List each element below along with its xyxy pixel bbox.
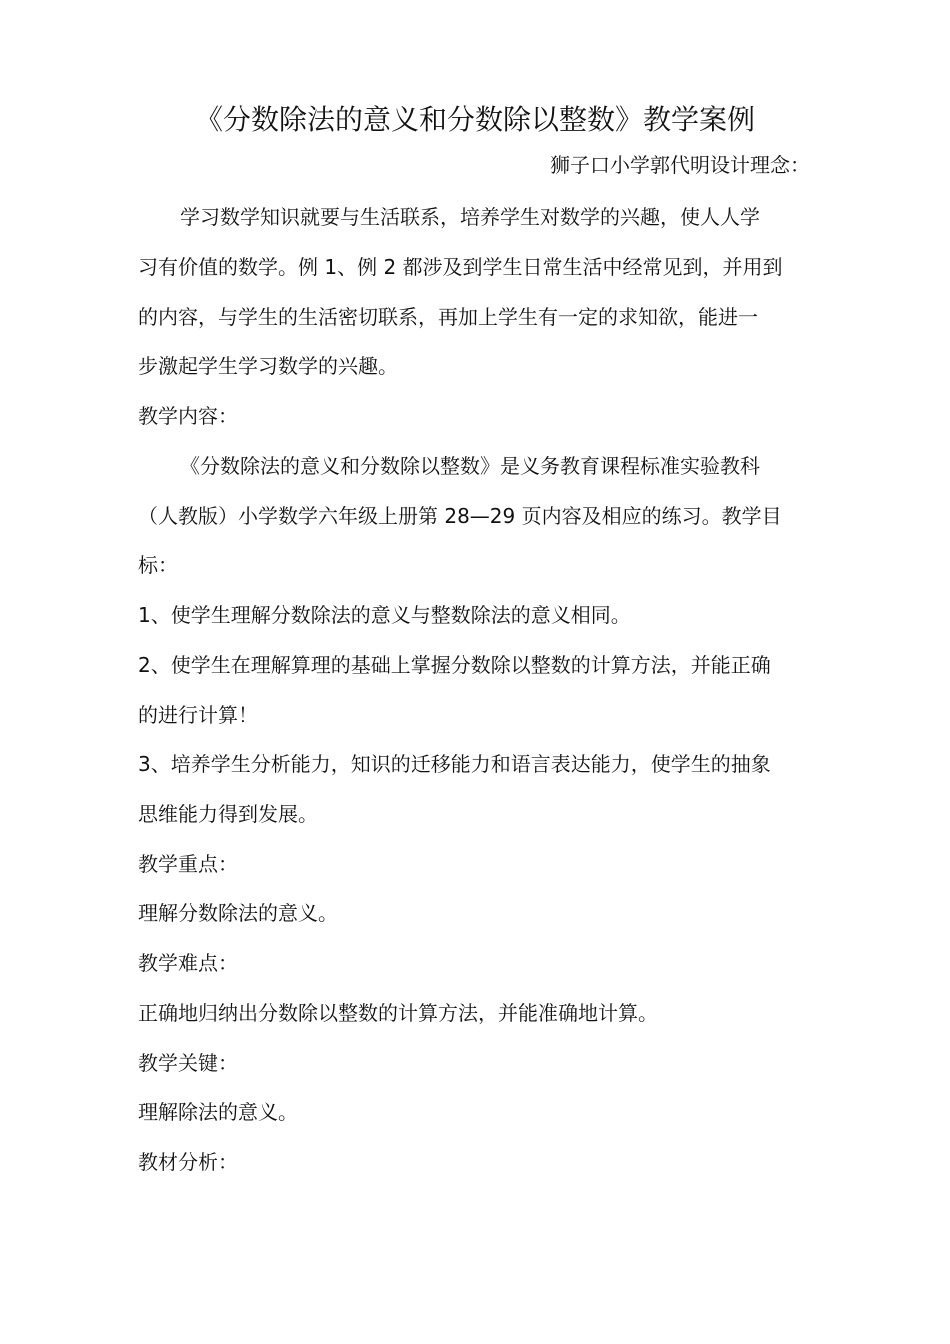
body-line: 《分数除法的意义和分数除以整数》是义务教育课程标准实验教科	[180, 454, 760, 478]
body-line: 的进行计算！	[138, 703, 258, 727]
body-line: 正确地归纳出分数除以整数的计算方法，并能准确地计算。	[138, 1001, 658, 1025]
body-line: 标：	[138, 553, 178, 577]
body-line: 习有价值的数学。例 1、例 2 都涉及到学生日常生活中经常见到，并用到	[138, 255, 783, 279]
body-line: 学习数学知识就要与生活联系，培养学生对数学的兴趣，使人人学	[180, 205, 760, 229]
list-item: 3、培养学生分析能力，知识的迁移能力和语言表达能力，使学生的抽象	[138, 752, 771, 776]
list-item: 1、使学生理解分数除法的意义与整数除法的意义相同。	[138, 603, 631, 627]
body-line: 理解除法的意义。	[138, 1100, 298, 1124]
section-heading: 教材分析：	[138, 1150, 238, 1174]
document-title: 《分数除法的意义和分数除以整数》教学案例	[194, 103, 755, 136]
body-line: 的内容，与学生的生活密切联系，再加上学生有一定的求知欲，能进一	[138, 305, 758, 329]
section-heading: 教学关键：	[138, 1051, 238, 1075]
body-line: 理解分数除法的意义。	[138, 901, 338, 925]
section-heading: 教学难点：	[138, 951, 238, 975]
body-line: 思维能力得到发展。	[138, 802, 318, 826]
body-line: （人教版）小学数学六年级上册第 28—29 页内容及相应的练习。教学目	[138, 504, 782, 528]
author-line: 狮子口小学郭代明设计理念：	[550, 153, 810, 177]
section-heading: 教学内容：	[138, 404, 238, 428]
list-item: 2、使学生在理解算理的基础上掌握分数除以整数的计算方法，并能正确	[138, 653, 771, 677]
body-line: 步激起学生学习数学的兴趣。	[138, 354, 398, 378]
section-heading: 教学重点：	[138, 852, 238, 876]
